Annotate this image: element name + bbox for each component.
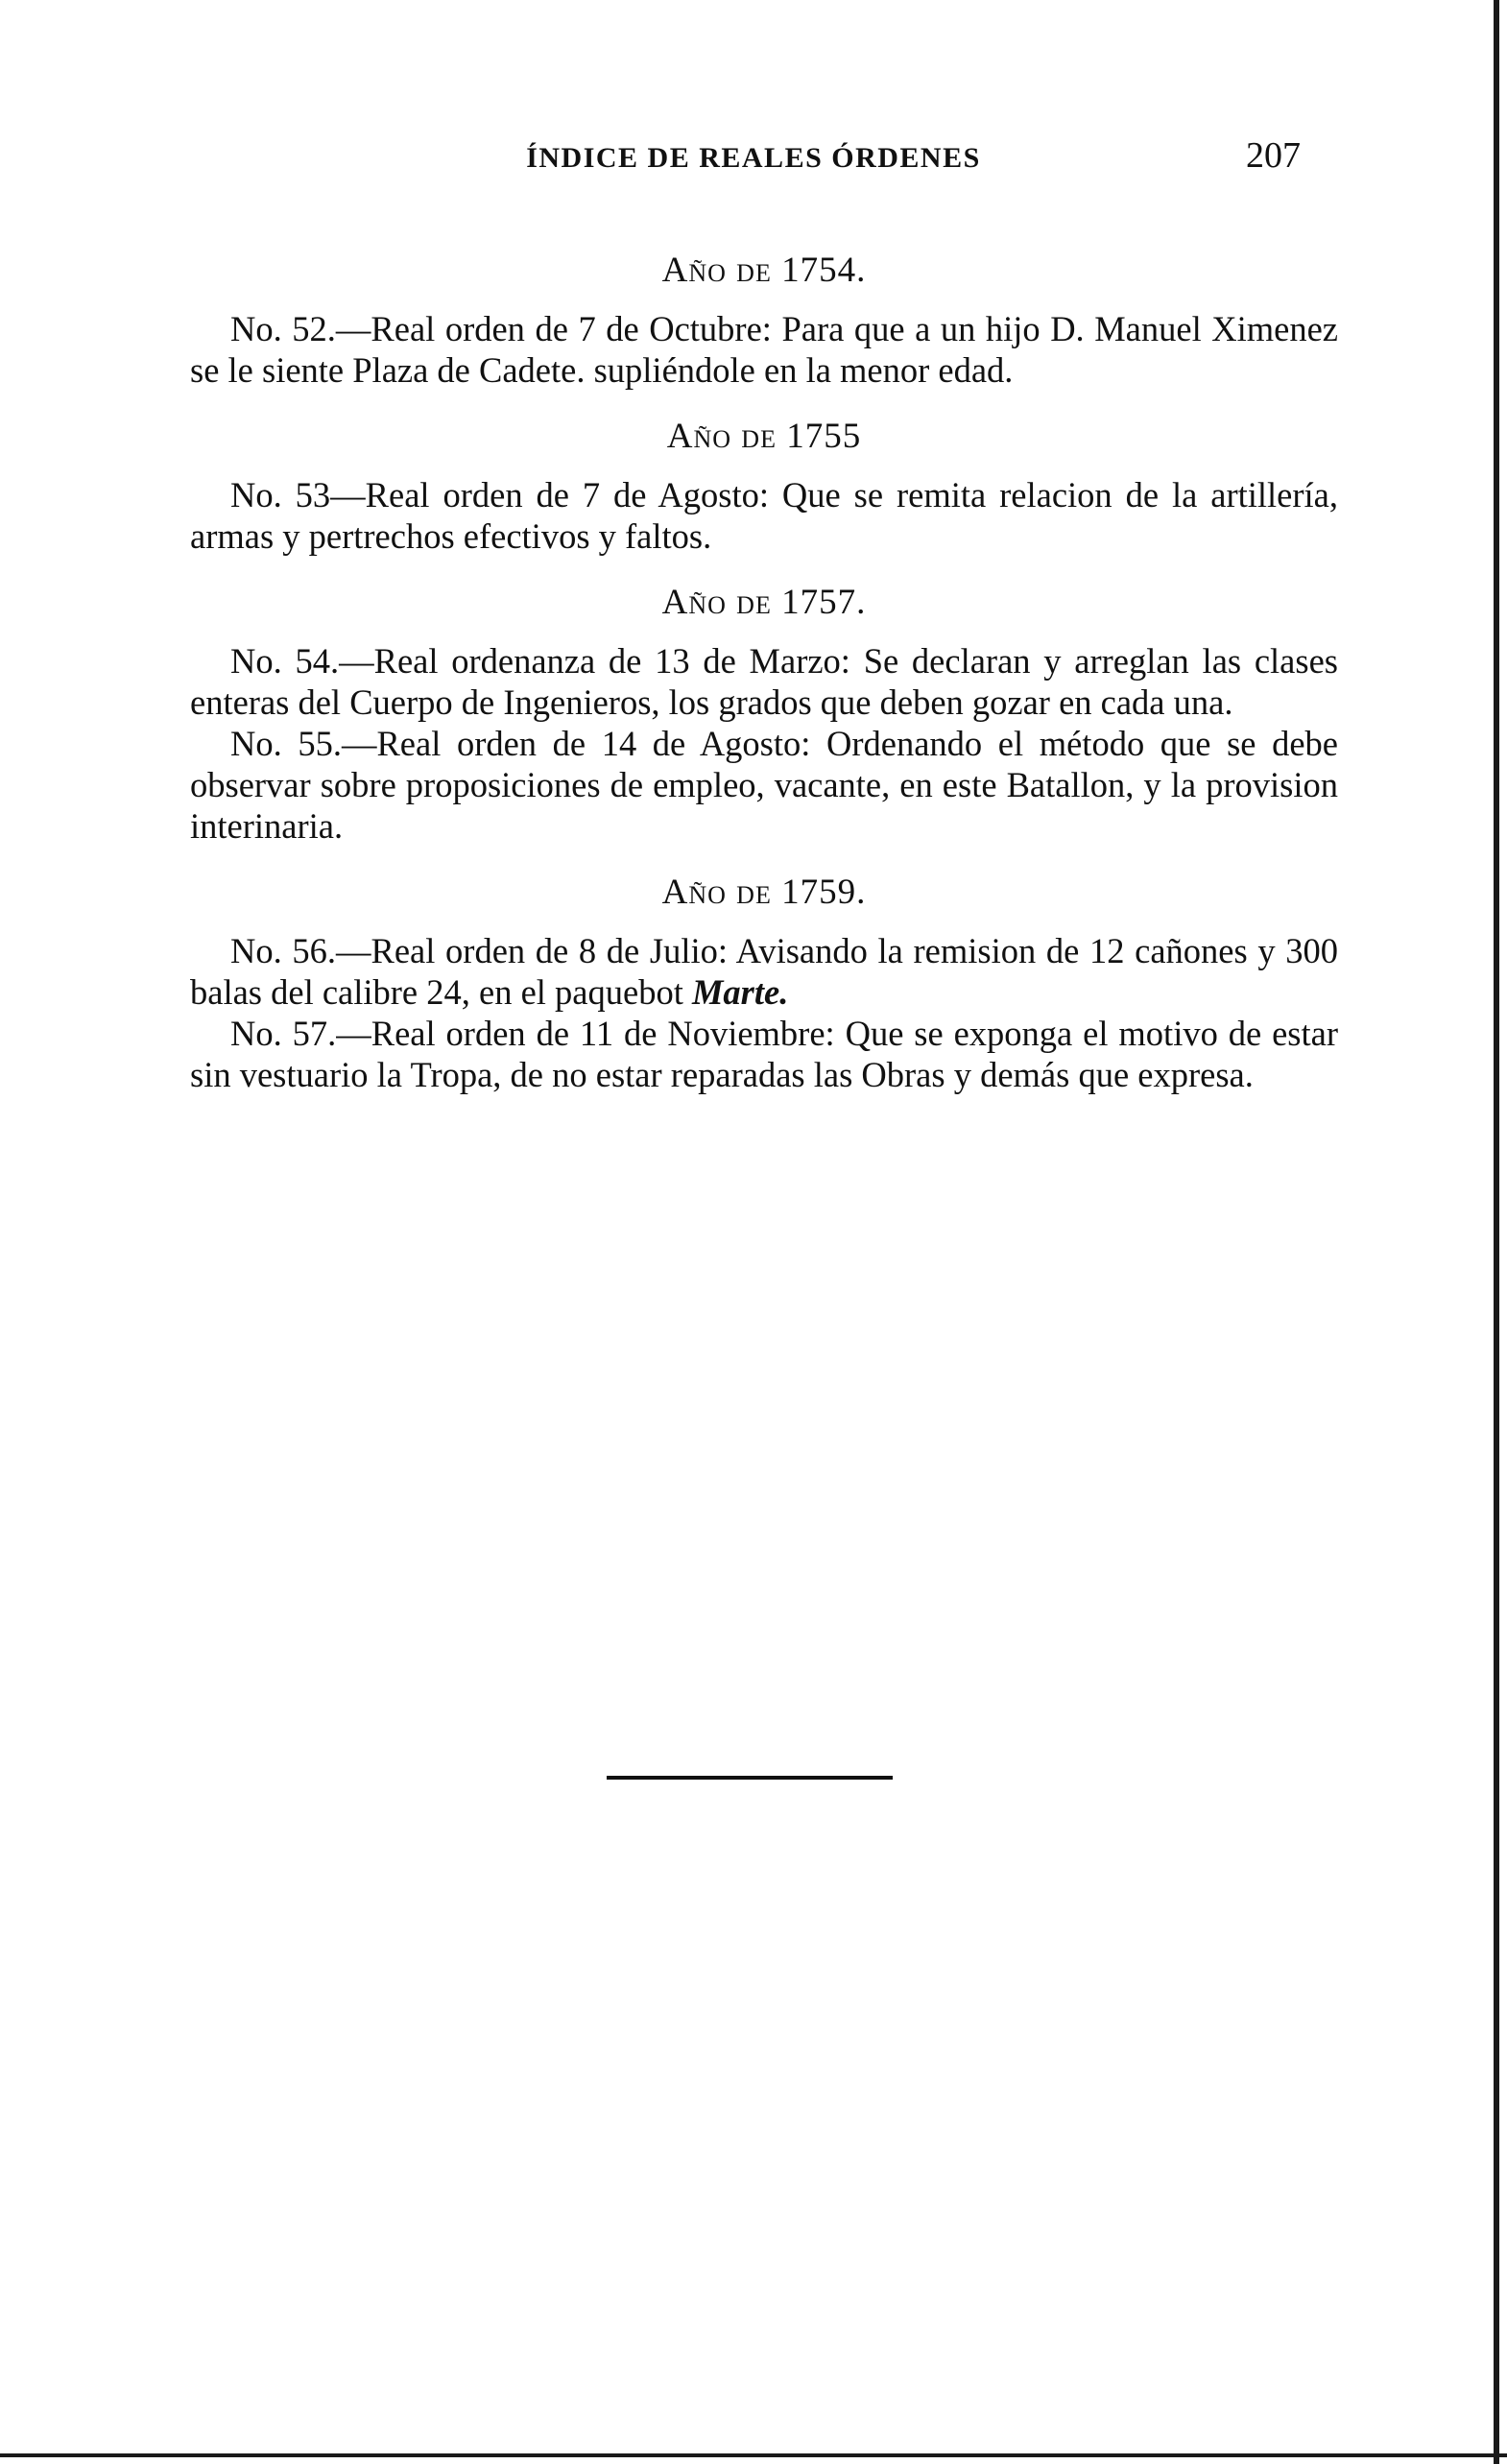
year-heading-1754: Año de 1754. [661,251,867,290]
page-number: 207 [1246,135,1301,176]
running-title: ÍNDICE DE REALES ÓRDENES [526,142,981,174]
year-heading-1759: Año de 1759. [661,873,867,912]
entry-no-56 [190,930,1338,1013]
year-heading-1757: Año de 1757. [661,583,867,622]
ship-name: Marte. [691,972,789,1012]
running-head [0,134,1507,192]
entry-no-53: No. 53—Real orden de 7 de Agosto: Que se remita relacion de la artillería, armas y pertrechos efectivos y faltos. [190,475,1338,556]
entry-no-54: No. 54.—Real ordenanza de 13 de Marzo: Se declaran y arreglan las clases enteras del Cuerpo de Ingenieros, los grados que deben gozar en cada una. [190,641,1338,722]
end-rule [607,1776,893,1780]
page-body [190,250,1338,1095]
year-heading-1755: Año de 1755 [666,417,862,456]
page-edge-right [1494,0,1499,2464]
entry-no-57: No. 57.—Real orden de 11 de Noviembre: Que se exponga el motivo de estar sin vestuario la Tropa, de no estar reparadas las Obras y demás que expresa. [190,1014,1338,1094]
page-edge-bottom [0,2453,1507,2457]
entry-no-52: No. 52.—Real orden de 7 de Octubre: Para que a un hijo D. Manuel Ximenez se le siente Plaza de Cadete. supliéndole en la menor edad. [190,309,1338,390]
entry-no-56-text: No. 56.—Real orden de 8 de Julio: Avisando la remision de 12 cañones y 300 balas del calibre 24, en el paquebot [190,931,1338,1012]
entry-no-55: No. 55.—Real orden de 14 de Agosto: Ordenando el método que se debe observar sobre proposiciones de empleo, vacante, en este Batallon, y la provision interinaria. [190,724,1338,846]
